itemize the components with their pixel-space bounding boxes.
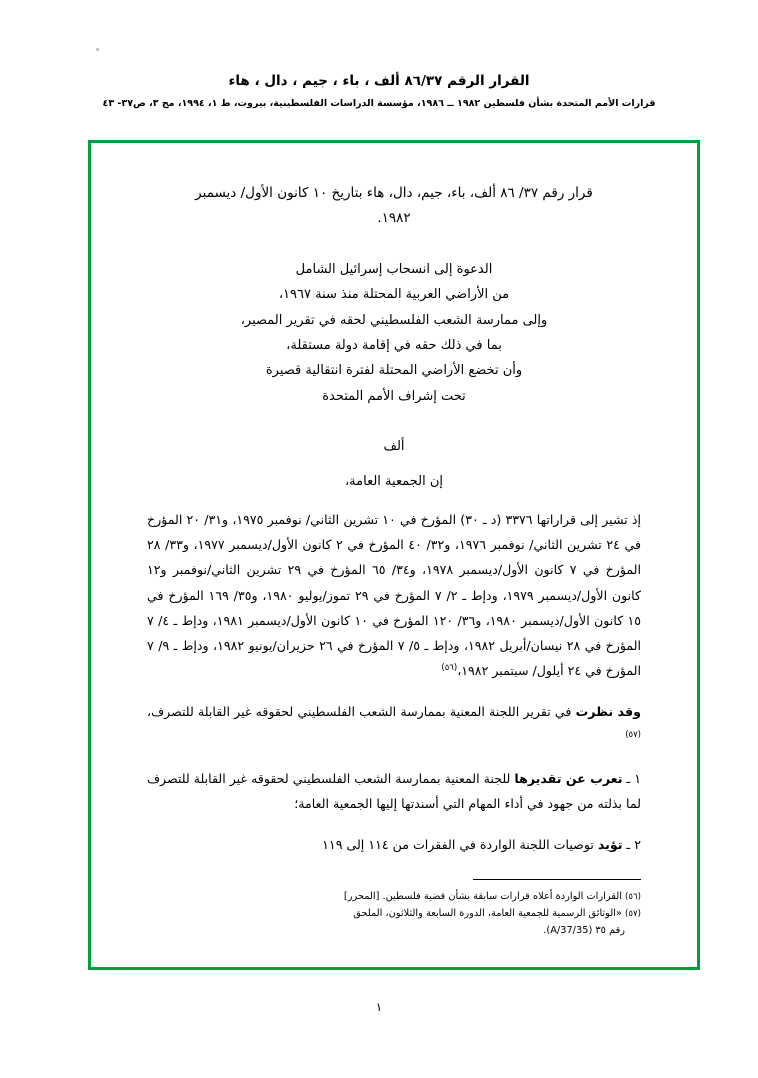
footnotes-block bbox=[147, 879, 641, 939]
resolution-title: القرار الرقم ٨٦/٣٧ ألف ، باء ، جيم ، دال ، هاء bbox=[228, 73, 530, 89]
page-number: ١ bbox=[375, 1000, 383, 1014]
footnote-ref-57: (٥٧) bbox=[625, 729, 641, 740]
footnote-57 bbox=[147, 905, 641, 922]
subject-line: وأن تخضع الأراضي المحتلة لفترة انتقالية قصيرة bbox=[265, 363, 523, 379]
footnote-57-text: «الوثائق الرسمية للجمعية العامة، الدورة السابعة والثلاثون، الملحق bbox=[353, 907, 622, 919]
footnote-57-mark: (٥٧) bbox=[625, 908, 641, 919]
scan-speck bbox=[96, 48, 99, 51]
footnote-57-cont: رقم ٣٥ (A/37/35). bbox=[543, 924, 625, 936]
operative-item-2 bbox=[147, 832, 641, 857]
subject-line: من الأراضي العربية المحتلة منذ سنة ١٩٦٧، bbox=[278, 287, 510, 303]
subject-line: تحت إشراف الأمم المتحدة bbox=[322, 388, 466, 404]
item-1-text: للجنة المعنية بممارسة الشعب الفلسطيني لحقوقه غير القابلة للتصرف لما بذلته من جهود في أداء المهام التي أسندتها إليها الجمعية العامة؛ bbox=[147, 770, 641, 811]
section-letter: ألف bbox=[383, 439, 405, 454]
operative-item-1 bbox=[147, 766, 641, 816]
resolution-number: قرار رقم ٣٧/ ٨٦ ألف، باء، جيم، دال، هاء بتاريخ ١٠ كانون الأول/ ديسمبر ١٩٨٢. bbox=[195, 185, 593, 226]
item-2-text: توصيات اللجنة الواردة في الفقرات من ١١٤ إلى ١١٩ bbox=[322, 837, 598, 853]
footnote-56 bbox=[147, 888, 641, 905]
assembly-line: إن الجمعية العامة، bbox=[344, 474, 443, 489]
resolution-subject bbox=[147, 257, 641, 409]
recital-2-lead: وقد نظرت bbox=[575, 704, 641, 720]
green-border-frame bbox=[88, 140, 700, 970]
footnote-56-mark: (٥٦) bbox=[625, 891, 641, 902]
document-header bbox=[0, 72, 758, 110]
item-2-lead: تؤيد bbox=[597, 837, 623, 853]
recital-2-text: في تقرير اللجنة المعنية بممارسة الشعب الفلسطيني لحقوقه غير القابلة للتصرف، bbox=[147, 704, 576, 720]
item-1-number: ١ ـ bbox=[622, 770, 641, 786]
footnote-divider bbox=[473, 879, 641, 880]
frame-content bbox=[91, 143, 697, 967]
item-1-lead: تعرب عن تقديرها bbox=[514, 770, 623, 786]
footnote-ref-56: (٥٦) bbox=[441, 662, 458, 673]
subject-line: الدعوة إلى انسحاب إسرائيل الشامل bbox=[295, 261, 493, 277]
source-citation: قرارات الأمم المتحدة بشأن فلسطين ١٩٨٢ ــ ١٩٨٦، مؤسسة الدراسات الفلسطينية، بيروت، ط ١، ١٩٩٤، مج ٣، ص٣٧- ٤٣ bbox=[102, 97, 656, 109]
recital-paragraph-1 bbox=[147, 507, 641, 683]
footnote-56-text: القرارات الواردة أعلاه قرارات سابقة بشأن قضية فلسطين. [المحرر] bbox=[343, 890, 622, 902]
subject-line: وإلى ممارسة الشعب الفلسطيني لحقه في تقرير المصير، bbox=[240, 312, 548, 328]
recital-1-text: إذ تشير إلى قراراتها ٣٣٧٦ (د ـ ٣٠) المؤرخ في ١٠ تشرين الثاني/ نوفمبر ١٩٧٥، و٣١/ ٢٠ المؤرخ في ٢٤ تشرين الثاني/ نوفمبر ١٩٧٦، و٣٢/ ٤٠ المؤرخ في ٢ كانون الأول/ديسمبر ١٩٧٧، و٣٣/ ٢٨ المؤرخ في ٧ كانون الأول/ديسمبر ١٩٧٨، و٣٤/ ٦٥ المؤرخ في ٢٩ تشرين الثاني/نوفمبر و١٢ كانون الأول/ديسمبر ١٩٧٩، ودإط ـ ٢/ ٧ المؤرخ في ٢٩ تموز/يوليو ١٩٨٠، و٣٥/ ١٦٩ المؤرخ في ١٥ كانون الأول/ديسمبر ١٩٨٠، و٣٦/ ١٢٠ المؤرخ في ١٠ كانون الأول/ديسمبر ١٩٨١، ودإط ـ ٤/ ٧ المؤرخ في ٢٨ نيسان/أبريل ١٩٨٢، ودإط ـ ٥/ ٧ المؤرخ في ٢٦ حزيران/يونيو ١٩٨٢، ودإط ـ ٩/ ٧ المؤرخ في ٢٤ أيلول/ سبتمبر ١٩٨٢، bbox=[147, 512, 642, 679]
subject-line: بما في ذلك حقه في إقامة دولة مستقلة، bbox=[286, 337, 502, 353]
recital-paragraph-2 bbox=[147, 699, 641, 749]
item-2-number: ٢ ـ bbox=[622, 837, 641, 853]
